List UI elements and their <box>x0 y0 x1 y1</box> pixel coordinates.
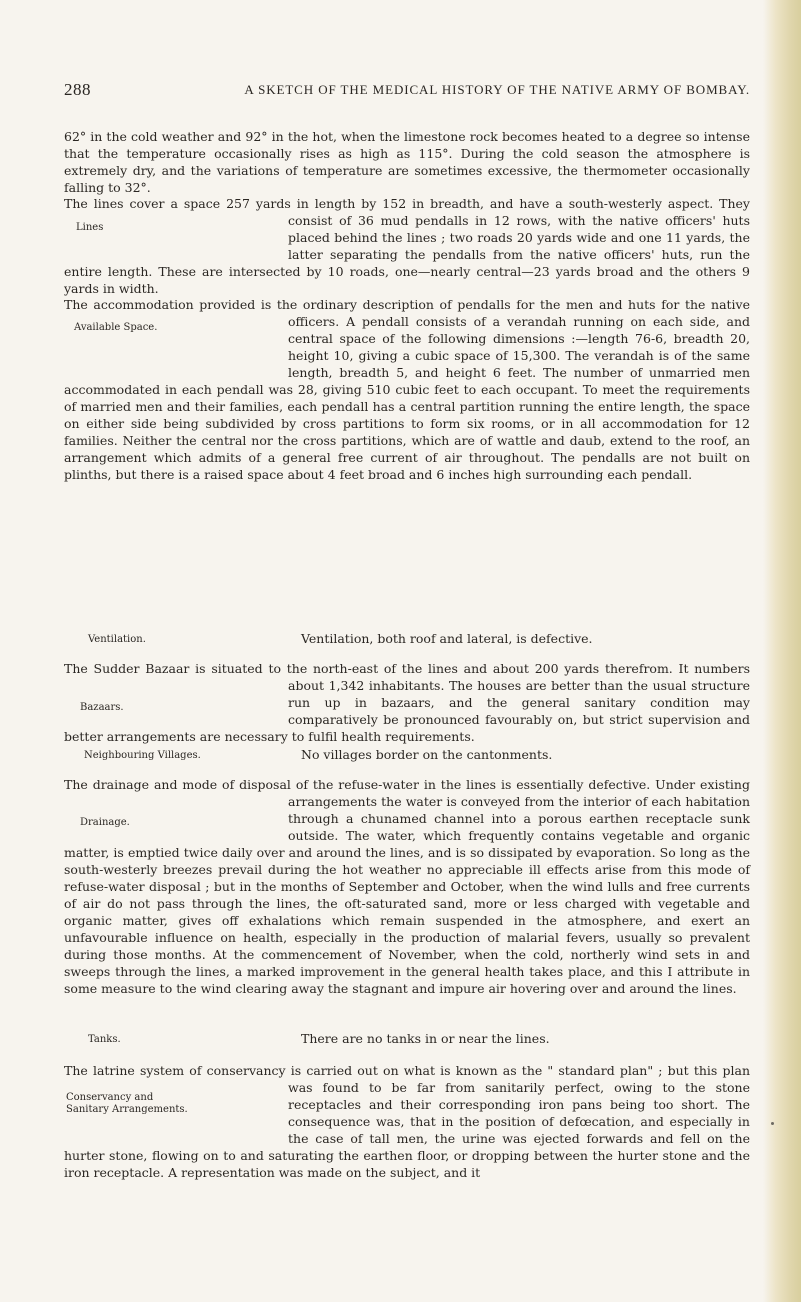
sidenote-tanks: Tanks. <box>88 1034 121 1045</box>
sidenote-available-space: Available Space. <box>74 322 158 333</box>
page-edge-foxing <box>763 0 801 1302</box>
sidenote-conservancy: Conservancy and Sanitary Arrangements. <box>66 1092 188 1115</box>
paragraph-ventilation: Ventilation, both roof and lateral, is defective. <box>301 631 593 646</box>
sidenote-villages: Neighbouring Villages. <box>84 750 201 761</box>
sidenote-gap <box>64 212 288 263</box>
paragraph-conservancy: The latrine system of conservancy is carried out on what is known as the " standard plan" ; but this plan was found to be far from sanitarily perfect, owing to the stone receptacles and their corresponding iron pans being too short. The consequence was, that in the position of defœcation, and especially in the case of tall men, the urine was ejected forwards and fell on the hurter stone, flowing on to and saturating the earthen floor, or dropping between the hurter stone and the iron receptacle. A representation was made on the subject, and it <box>64 1063 750 1180</box>
page-header <box>64 80 750 102</box>
paragraph-drainage: The drainage and mode of disposal of the refuse-water in the lines is essentially defective. Under existing arrangements the water is conveyed from the interior of each habitation through a chunamed channel into a porous earthen receptacle sunk outside. The water, which frequently contains vegetable and organic matter, is emptied twice daily over and around the lines, and is so dissipated by evaporation. So long as the south-westerly breezes prevail during the hot weather no appreciable ill effects arise from this mode of refuse-water disposal ; but in the months of September and October, when the wind lulls and free currents of air do not pass through the lines, the oft-saturated sand, more or less charged with vegetable and organic matter, gives off exhalations which remain suspended in the atmosphere, and exert an unfavourable influence on health, especially in the production of malarial fevers, usually so prevalent during those months. At the commencement of November, when the cold, northerly wind sets in and sweeps through the lines, a marked improvement in the general health takes place, and this I attribute in some measure to the wind clearing away the stagnant and impure air hovering over and around the lines. <box>64 777 750 996</box>
running-head: A SKETCH OF THE MEDICAL HISTORY OF THE NATIVE ARMY OF BOMBAY. <box>244 82 750 97</box>
sidenote-lines: Lines <box>76 222 104 233</box>
sidenote-drainage: Drainage. <box>80 817 130 828</box>
sidenote-ventilation: Ventilation. <box>88 634 146 645</box>
page-number: 288 <box>64 80 91 99</box>
paragraph-tanks: There are no tanks in or near the lines. <box>301 1031 550 1046</box>
ink-speck <box>771 1122 774 1125</box>
paragraph-available-space: The accommodation provided is the ordinary description of pendalls for the men and huts for the native officers. A pendall consists of a verandah running on each side, and central space of the following dimensions :—length 76-6, breadth 20, height 10, giving a cubic space of 15,300. The verandah is of the same length, breadth 5, and height 6 feet. The number of unmarried men accommodated in each pendall was 28, giving 510 cubic feet to each occupant. To meet the requirements of married men and their families, each pendall has a central partition running the entire length, the space on either side being subdivided by cross partitions to form six rooms, or in all accommodation for 12 families. Neither the central nor the cross partitions, which are of wattle and daub, extend to the roof, an arrangement which admits of a general free current of air throughout. The pendalls are not built on plinths, but there is a raised space about 4 feet broad and 6 inches high surrounding each pendall. <box>64 297 750 482</box>
paragraph-lines: The lines cover a space 257 yards in length by 152 in breadth, and have a south-westerly aspect. They consist of 36 mud pendalls in 12 rows, with the native officers' huts placed behind the lines ; two roads 20 yards wide and one 11 yards, the latter separating the pendalls from the native officers' huts, run the entire length. These are intersected by 10 roads, one—nearly central—23 yards broad and the others 9 yards in width. <box>64 196 750 296</box>
sidenote-bazaars: Bazaars. <box>80 702 124 713</box>
paragraph-villages: No villages border on the cantonments. <box>301 747 553 762</box>
paragraph-bazaars: The Sudder Bazaar is situated to the north-east of the lines and about 200 yards therefrom. It numbers about 1,342 inhabitants. The houses are better than the usual structure run up in bazaars, and the general sanitary condition may comparatively be pronounced favourably on, but strict supervision and better arrangements are necessary to fulfil health requirements. <box>64 661 750 744</box>
paragraph-climate: 62° in the cold weather and 92° in the hot, when the limestone rock becomes heated to a degree so intense that the temperature occasionally rises as high as 115°. During the cold season the atmosphere is extremely dry, and the variations of temperature are sometimes excessive, the thermometer occasionally falling to 32°. <box>64 129 750 195</box>
